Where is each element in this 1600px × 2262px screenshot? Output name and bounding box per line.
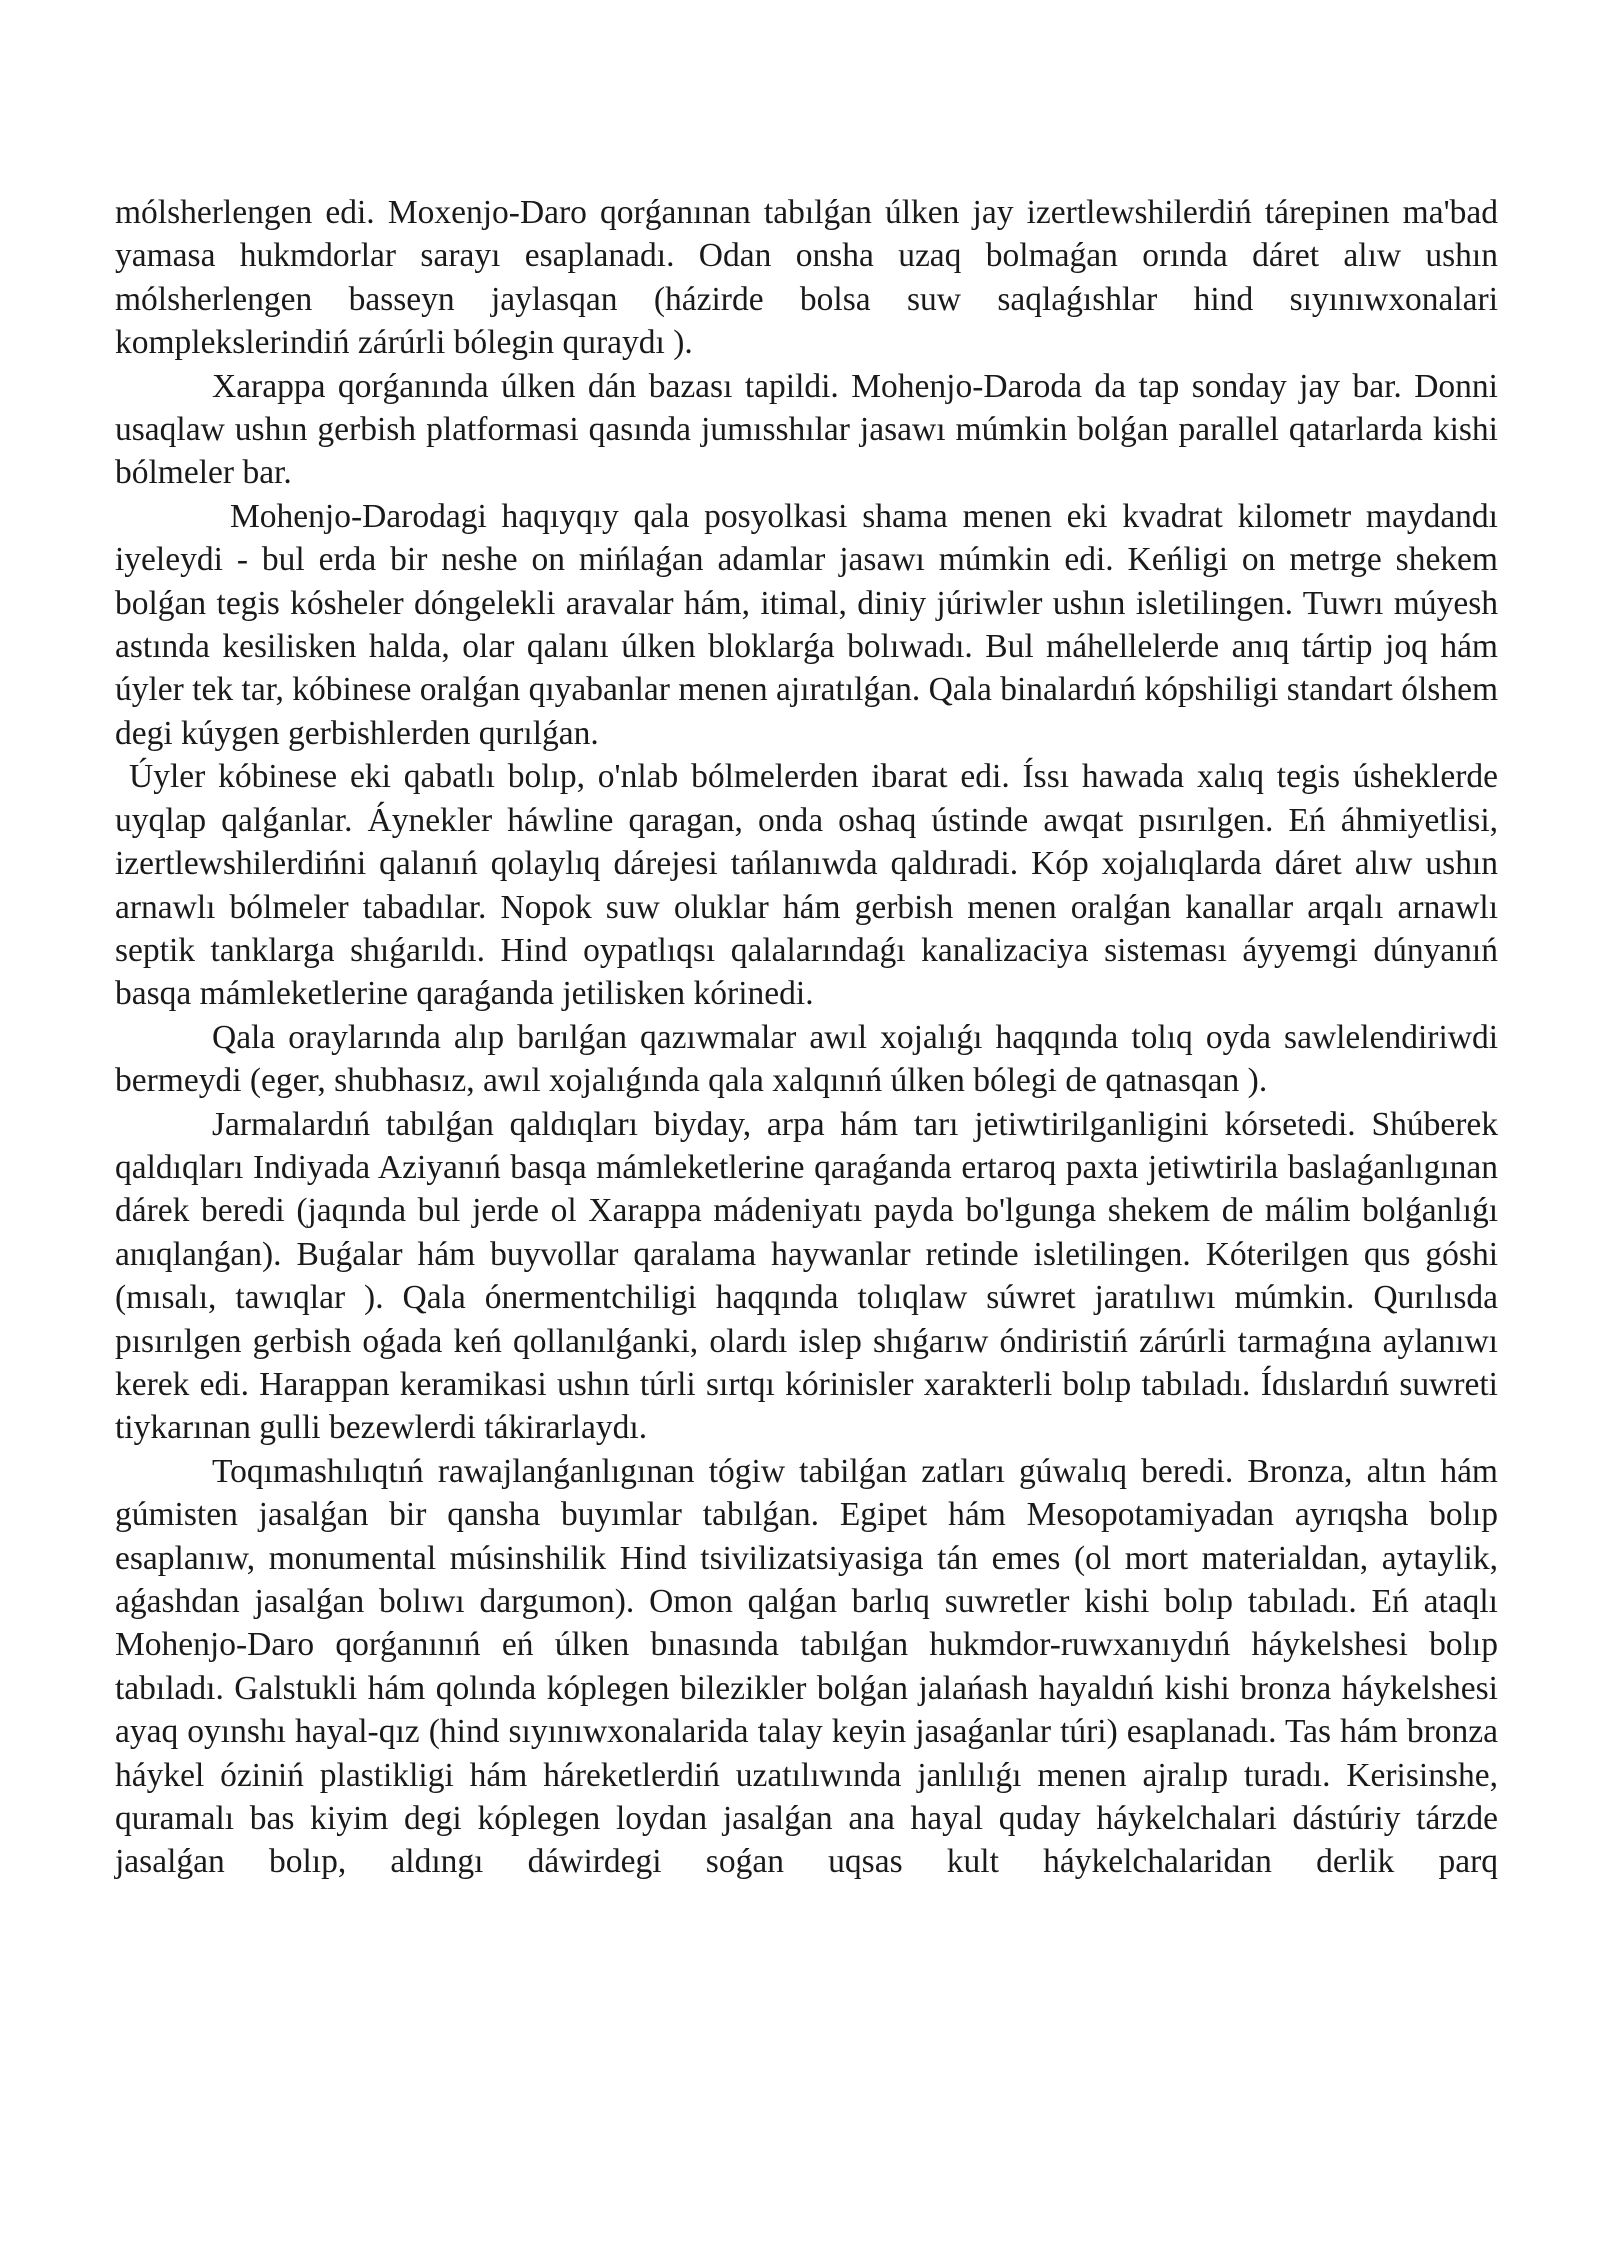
document-page (115, 191, 1498, 1884)
paragraph-6: Jarmalardıń tabılǵan qaldıqları biyday, arpa hám tarı jetiwtirilganligini kórsetedi. Shúberek qaldıqları Indiyada Aziyanıń basqa mámleketlerine qaraǵanda ertaroq paxta jetiwtirila baslaǵanlıgınan dárek beredi (jaqında bul jerde ol Xarappa mádeniyatı payda bo'lgunga shekem de málim bolǵanlıǵı anıqlanǵan). Buǵalar hám buyvollar qaralama haywanlar retinde isletilingen. Kóterilgen qus góshi (mısalı, tawıqlar ). Qala ónermentchiligi haqqında tolıqlaw súwret jaratılıwı múmkin. Qurılısda pısırılgen gerbish oǵada keń qollanılǵanki, olardı islep shıǵarıw óndiristiń zárúrli tarmaǵına aylanıwı kerek edi. Harappan keramikasi ushın túrli sırtqı kórinisler xarakterli bolıp tabıladı. Ídıslardıń suwreti tiykarınan gulli bezewlerdi tákirarlaydı. (115, 1105, 1498, 1447)
paragraph-4: Úyler kóbinese eki qabatlı bolıp, o'nlab bólmelerden ibarat edi. Íssı hawada xalıq tegis úsheklerde uyqlap qalǵanlar. Áynekler háwline qaragan, onda oshaq ústinde awqat pısırılgen. Eń áhmiyetlisi, izertlewshilerdińni qalanıń qolaylıq dárejesi tańlanıwda qaldıradi. Kóp xojalıqlarda dáret alıw ushın arnawlı bólmeler tabadılar. Nopok suw oluklar hám gerbish menen oralǵan kanallar arqalı arnawlı septik tanklarga shıǵarıldı. Hind oypatlıqsı qalalarındaǵı kanalizaciya sisteması áyyemgi dúnyanıń basqa mámleketlerine qaraǵanda jetilisken kórinedi. (115, 758, 1498, 1013)
paragraph-5: Qala oraylarında alıp barılǵan qazıwmalar awıl xojalıǵı haqqında tolıq oyda sawlelendiriwdi bermeydi (eger, shubhasız, awıl xojalıǵında qala xalqınıń úlken bólegi de qatnasqan ). (115, 1018, 1498, 1100)
paragraph-2: Xarappa qorǵanında úlken dán bazası tapildi. Mohenjo-Daroda da tap sonday jay bar. Donni usaqlaw ushın gerbish platformasi qasında jumısshılar jasawı múmkin bolǵan parallel qatarlarda kishi bólmeler bar. (115, 367, 1498, 492)
paragraph-3: Mohenjo-Darodagi haqıyqıy qala posyolkasi shama menen eki kvadrat kilometr maydandı iyeleydi - bul erda bir neshe on mińlaǵan adamlar jasawı múmkin edi. Keńligi on metrge shekem bolǵan tegis kósheler dóngelekli aravalar hám, itimal, diniy júriwler ushın isletilingen. Tuwrı múyesh astında kesilisken halda, olar qalanı úlken bloklarǵa bolıwadı. Bul máhellelerde anıq tártip joq hám úyler tek tar, kóbinese oralǵan qıyabanlar menen ajıratılǵan. Qala binalardıń kópshiligi standart ólshem degi kúygen gerbishlerden qurılǵan. (115, 497, 1498, 752)
paragraph-1: mólsherlengen edi. Moxenjo-Daro qorǵanınan tabılǵan úlken jay izertlewshilerdiń tárepinen ma'bad yamasa hukmdorlar sarayı esaplanadı. Odan onsha uzaq bolmaǵan orında dáret alıw ushın mólsherlengen basseyn jaylasqan (házirde bolsa suw saqlaǵıshlar hind sıyınıwxonalari komplekslerindiń zárúrli bólegin quraydı ). (115, 194, 1498, 362)
paragraph-7: Toqımashılıqtıń rawajlanǵanlıgınan tógiw tabilǵan zatları gúwalıq beredi. Bronza, altın hám gúmisten jasalǵan bir qansha buyımlar tabılǵan. Egipet hám Mesopotamiyadan ayrıqsha bolıp esaplanıw, monumental músinshilik Hind tsivilizatsiyasiga tán emes (ol mort materialdan, aytaylik, aǵashdan jasalǵan bolıwı dargumon). Omon qalǵan barlıq suwretler kishi bolıp tabıladı. Eń ataqlı Mohenjo-Daro qorǵanınıń eń úlken bınasında tabılǵan hukmdor-ruwxanıydıń háykelshesi bolıp tabıladı. Galstukli hám qolında kóplegen bilezikler bolǵan jalańash hayaldıń kishi bronza háykelshesi ayaq oyınshı hayal-qız (hind sıyınıwxonalarida talay keyin jasaǵanlar túri) esaplanadı. Tas hám bronza háykel óziniń plastikligi hám háreketlerdiń uzatılıwında janlılıǵı menen ajralıp turadı. Kerisinshe, quramalı bas kiyim degi kóplegen loydan jasalǵan ana hayal quday háykelchalari dástúriy tárzde jasalǵan bolıp, aldıngı dáwirdegi soǵan uqsas kult háykelchalaridan derlik parq (115, 1452, 1498, 1881)
